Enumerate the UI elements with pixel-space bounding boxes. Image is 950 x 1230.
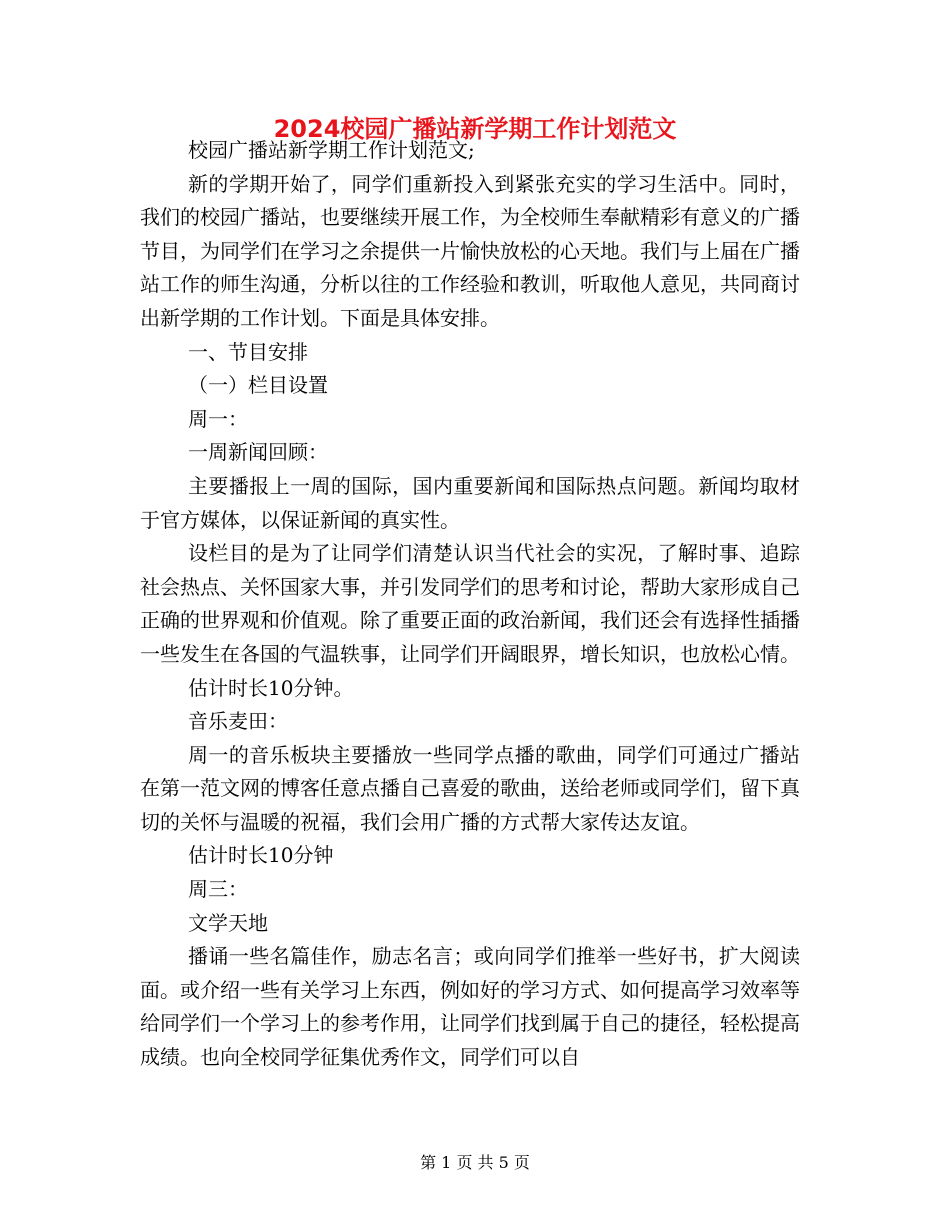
column-heading-music: 音乐麦田：: [188, 709, 288, 734]
page-footer: 第 1 页 共 5 页: [420, 1153, 530, 1172]
paragraph-news-duration: 估计时长10分钟。: [188, 675, 354, 700]
paragraph-music-duration: 估计时长10分钟: [188, 843, 334, 868]
paragraph-intro-heading: 校园广播站新学期工作计划范文;: [188, 138, 475, 162]
column-heading-literature: 文学天地: [188, 910, 268, 935]
paragraph-news-purpose: 设栏目的是为了让同学们清楚认识当代社会的实况，了解时事、追踪社会热点、关怀国家大事，并引发同学们的思考和讨论，帮助大家形成自己正确的世界观和价值观。除了重要正面的政治新闻，我们还会有选择性插播一些发生在各国的气温轶事，让同学们开阔眼界，增长知识，也放松心情。: [140, 541, 800, 666]
subsection-heading-columns: （一）栏目设置: [188, 373, 328, 398]
paragraph-music-content: 周一的音乐板块主要播放一些同学点播的歌曲，同学们可通过广播站在第一范文网的博客任意点播自己喜爱的歌曲，送给老师或同学们，留下真切的关怀与温暖的祝福，我们会用广播的方式帮大家传达友谊。: [140, 742, 800, 834]
document-body: [140, 134, 800, 1075]
day-heading-monday: 周一：: [188, 406, 248, 431]
day-heading-wednesday: 周三：: [188, 877, 248, 902]
column-heading-news: 一周新闻回顾：: [188, 440, 328, 465]
paragraph-news-content: 主要播报上一周的国际，国内重要新闻和国际热点问题。新闻均取材于官方媒体，以保证新闻的真实性。: [140, 473, 800, 532]
paragraph-literature-content: 播诵一些名篇佳作，励志名言；或向同学们推举一些好书，扩大阅读面。或介绍一些有关学习上东西，例如好的学习方式、如何提高学习效率等给同学们一个学习上的参考作用，让同学们找到属于自己的捷径，轻松提高成绩。也向全校同学征集优秀作文，同学们可以自: [140, 944, 800, 1070]
section-heading-program: 一、节目安排: [188, 339, 308, 364]
document-title: 2024校园广播站新学期工作计划范文: [273, 115, 677, 143]
paragraph-intro: 新的学期开始了，同学们重新投入到紧张充实的学习生活中。同时，我们的校园广播站，也要继续开展工作，为全校师生奉献精彩有意义的广播节目，为同学们在学习之余提供一片愉快放松的心天地。我们与上届在广播站工作的师生沟通，分析以往的工作经验和教训，听取他人意见，共同商讨出新学期的工作计划。下面是具体安排。: [140, 171, 800, 330]
